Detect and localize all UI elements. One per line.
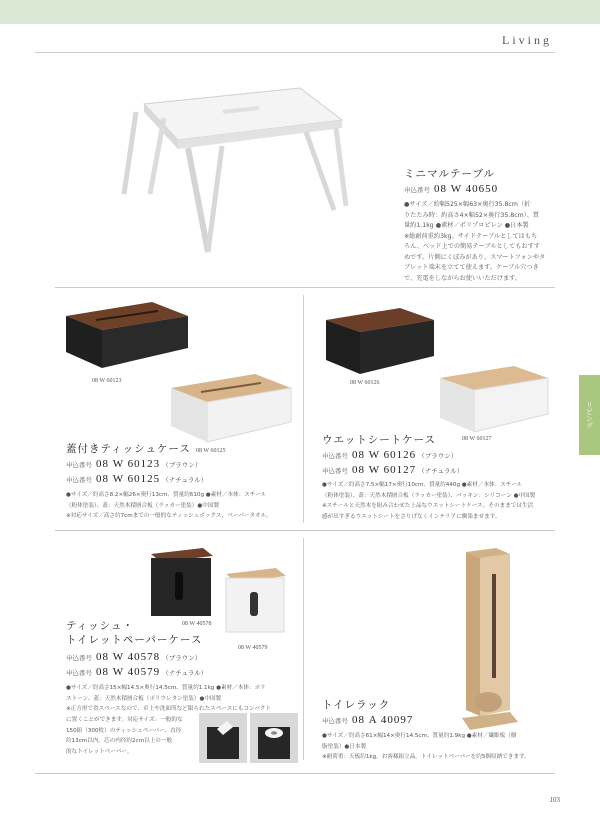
tissue-lid-description: ●サイズ／約高さ8.2×幅26×奥行13cm、質量約610g ●素材／本体：スチール （粉体塗装）、蓋：天然木積層合板（ラッカー塗装）●中国製 ※対応サイズ／高さ約7cmまでの一般的なティッシュボックス、ペーパータオル。 xyxy=(66,492,272,519)
wet-sheet-code-brown: 申込番号 08 W 60126 （ブラウン） xyxy=(322,449,458,461)
toilet-rack-code: 申込番号 08 A 40097 xyxy=(322,714,414,726)
tissue-lid-code-natural: 申込番号 08 W 60125 （ナチュラル） xyxy=(66,473,208,485)
toilet-case-usage-photo-1 xyxy=(199,713,247,763)
caption-08w60126: 08 W 60126 xyxy=(350,380,380,386)
header-divider xyxy=(35,52,555,53)
side-tab-living[interactable]: リビング xyxy=(579,375,600,455)
toilet-case-code-brown: 申込番号 08 W 40578 （ブラウン） xyxy=(66,651,202,663)
toilet-case-code-natural: 申込番号 08 W 40579 （ナチュラル） xyxy=(66,666,208,678)
toilet-case-description: ●サイズ／約高さ15×幅14.5×奥行14.5cm、質量約1.1kg ●素材／本体：ポリ ストーン、蓋：天然木積層合板（ポリウレタン塗装）●中国製 ※正方形で省スペースなので、卓上や洗面所など限られたスペースにもコンパクト xyxy=(66,685,271,712)
tissue-case-natural-photo xyxy=(165,372,295,444)
toilet-case-title-line1: ティッシュ・ xyxy=(66,620,134,632)
toilet-case-natural-photo xyxy=(222,566,288,634)
tissue-lid-title: 蓋付きティッシュケース xyxy=(66,443,191,455)
toilet-case-usage-photo-2 xyxy=(250,713,298,763)
toilet-case-description-side: に置くことができます。対応サイズ：一般的な 150組（300枚）のティッシュペーパー、直径 約13cm以内、芯の内径約2cm以上の一般 的なトイレットペーパー。 xyxy=(66,717,183,755)
row2-divider xyxy=(55,530,555,531)
section-title: Living xyxy=(502,33,552,47)
caption-08w60125: 08 W 60125 xyxy=(196,448,226,454)
table-code xyxy=(404,183,498,195)
row1-divider xyxy=(55,287,555,288)
page-number: 103 xyxy=(549,796,560,804)
wet-sheet-description: ●サイズ／約高さ7.5×幅17×奥行10cm、質量約440g ●素材／本体：スチール （粉体塗装）、蓋：天然木積層合板（ラッカー塗装）、パッキン：シリコーン ●中国製 ※スチールと天然木を組み合わせた上品なウエットシートケース。そのままでは生活 感が出すぎるウエットシートをさりげなくインテリアに馴染ませます。 xyxy=(322,482,536,520)
code-label: 申込番号 xyxy=(404,186,430,194)
caption-08w60127: 08 W 60127 xyxy=(462,436,492,442)
tissue-lid-code-brown: 申込番号 08 W 60123 （ブラウン） xyxy=(66,458,202,470)
bottom-divider xyxy=(35,773,555,774)
toilet-rack-photo xyxy=(458,546,520,736)
wet-sheet-case-natural-photo xyxy=(436,364,551,436)
wet-sheet-case-brown-photo xyxy=(322,306,437,378)
top-color-band xyxy=(0,0,600,24)
tissue-case-brown-photo xyxy=(60,302,190,370)
caption-08w60123: 08 W 60123 xyxy=(92,378,122,384)
caption-08w40578: 08 W 40578 xyxy=(182,621,212,627)
toilet-rack-description: ●サイズ／約高さ61×幅14×奥行14.5cm、質量約1.9kg ●素材／繊維板（樹 脂塗装）●日本製 ※耐荷重：天板約1kg。お客様組立品。トイレットペーパーを約5個収納できます。 xyxy=(322,733,530,760)
table-photo xyxy=(110,82,360,257)
caption-08w40579: 08 W 40579 xyxy=(238,645,268,651)
toilet-rack-title: トイレラック xyxy=(322,699,391,711)
wet-sheet-title: ウエットシートケース xyxy=(322,434,437,446)
row2-column-divider xyxy=(303,295,304,523)
wet-sheet-code-natural: 申込番号 08 W 60127 （ナチュラル） xyxy=(322,464,464,476)
toilet-case-brown-photo xyxy=(145,546,217,618)
row3-column-divider xyxy=(303,538,304,760)
table-title: ミニマルテーブル xyxy=(404,168,496,180)
code-number: 08 W 40650 xyxy=(434,183,499,195)
toilet-case-title-line2: トイレットペーパーケース xyxy=(66,634,203,646)
table-description: ●サイズ／約幅525×幅63×奥行35.8cm（折 りたたみ時：約高さ4×幅52×奥行35.8cm）、質 量約1.1kg ●素材／ポリプロピレン ●日本製 ※総耐荷重約3kg。サイドテーブルとしてはもち ろん、ベッド上での簡易テーブルとしてもおすす めです。片側にくぼみがあり、スマートフォンやタ ブレット端末を立てて使えます。ケーブル穴つき で、充電をしながらお使いいただけます。 xyxy=(404,201,546,282)
